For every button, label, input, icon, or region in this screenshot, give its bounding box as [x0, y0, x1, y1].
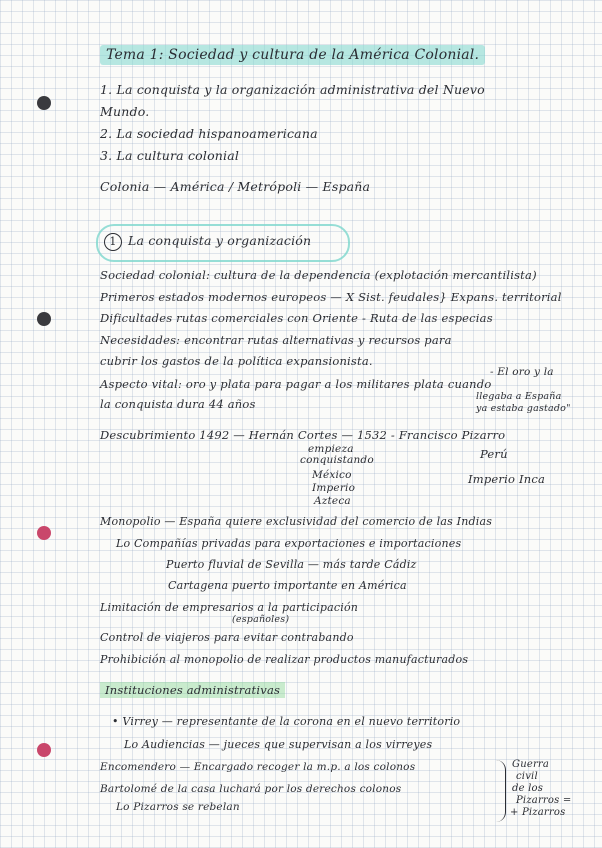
- guerra-note: de los: [512, 783, 544, 794]
- colonia-line: Colonia — América / Metrópoli — España: [100, 179, 371, 194]
- instituciones-line: Lo Audiencias — jueces que supervisan a los virreyes: [124, 738, 433, 751]
- guerra-note: civil: [516, 771, 538, 782]
- cortes-note: Imperio: [312, 482, 356, 494]
- monopolio-line: Prohibición al monopolio de realizar productos manufacturados: [100, 653, 469, 666]
- instituciones-heading-text: Instituciones administrativas: [100, 682, 285, 698]
- instituciones-line: Encomendero — Encargado recoger la m.p. a los colonos: [100, 761, 416, 773]
- index-line: 1. La conquista y la organización administrativa del Nuevo: [100, 82, 485, 97]
- section-title: La conquista y organización: [128, 233, 312, 248]
- pizarro-note: Imperio Inca: [468, 472, 546, 486]
- guerra-note: Guerra: [512, 759, 550, 770]
- text-line: la conquista dura 44 años: [100, 397, 256, 411]
- instituciones-heading: [100, 685, 285, 697]
- section-heading: [104, 233, 311, 251]
- title-highlight: Tema 1: Sociedad y cultura de la América Colonial.: [100, 45, 485, 65]
- binder-hole: [37, 312, 51, 326]
- index-line: 2. La sociedad hispanoamericana: [100, 126, 318, 141]
- cortes-note: México: [312, 469, 352, 481]
- guerra-note: + Pizarros: [510, 807, 566, 818]
- index-line: Mundo.: [100, 104, 150, 119]
- text-line: cubrir los gastos de la política expansionista.: [100, 354, 373, 368]
- index-line: 3. La cultura colonial: [100, 148, 240, 163]
- cortes-note: empieza: [308, 443, 354, 455]
- pizarro-note: Perú: [480, 447, 508, 461]
- cortes-note: conquistando: [300, 454, 374, 466]
- monopolio-line: Monopolio — España quiere exclusividad del comercio de las Indias: [100, 515, 493, 528]
- text-line: Aspecto vital: oro y plata para pagar a los militares plata cuando: [100, 377, 492, 391]
- guerra-note: Pizarros =: [516, 795, 572, 806]
- page-title: [100, 48, 485, 62]
- monopolio-line: Lo Compañías privadas para exportaciones e importaciones: [116, 537, 462, 550]
- section-number: 1: [104, 233, 122, 251]
- monopolio-line: Cartagena puerto importante en América: [168, 579, 407, 592]
- side-note: llegaba a España: [476, 391, 562, 402]
- monopolio-sub: (españoles): [232, 614, 290, 625]
- instituciones-line: Bartolomé de la casa luchará por los derechos colonos: [100, 783, 402, 795]
- monopolio-line: Control de viajeros para evitar contrabando: [100, 631, 354, 644]
- instituciones-line: • Virrey — representante de la corona en el nuevo territorio: [112, 715, 461, 728]
- text-line: Sociedad colonial: cultura de la dependencia (explotación mercantilista): [100, 268, 537, 282]
- binder-hole: [37, 743, 51, 757]
- instituciones-line: Lo Pizarros se rebelan: [116, 801, 240, 813]
- cortes-note: Azteca: [314, 495, 351, 507]
- side-note: ya estaba gastado": [476, 403, 571, 414]
- binder-hole: [37, 96, 51, 110]
- brace-mark: [496, 760, 506, 822]
- descubrimiento-line: Descubrimiento 1492 — Hernán Cortes — 1532 - Francisco Pizarro: [100, 428, 506, 442]
- text-line: Necesidades: encontrar rutas alternativas y recursos para: [100, 333, 452, 347]
- side-note: - El oro y la: [490, 366, 554, 378]
- monopolio-line: Limitación de empresarios a la participación: [100, 601, 359, 614]
- binder-hole: [37, 526, 51, 540]
- monopolio-line: Puerto fluvial de Sevilla — más tarde Cádiz: [166, 558, 417, 571]
- text-line: Dificultades rutas comerciales con Oriente - Ruta de las especias: [100, 311, 493, 325]
- text-line: Primeros estados modernos europeos — X Sist. feudales} Expans. territorial: [100, 290, 562, 304]
